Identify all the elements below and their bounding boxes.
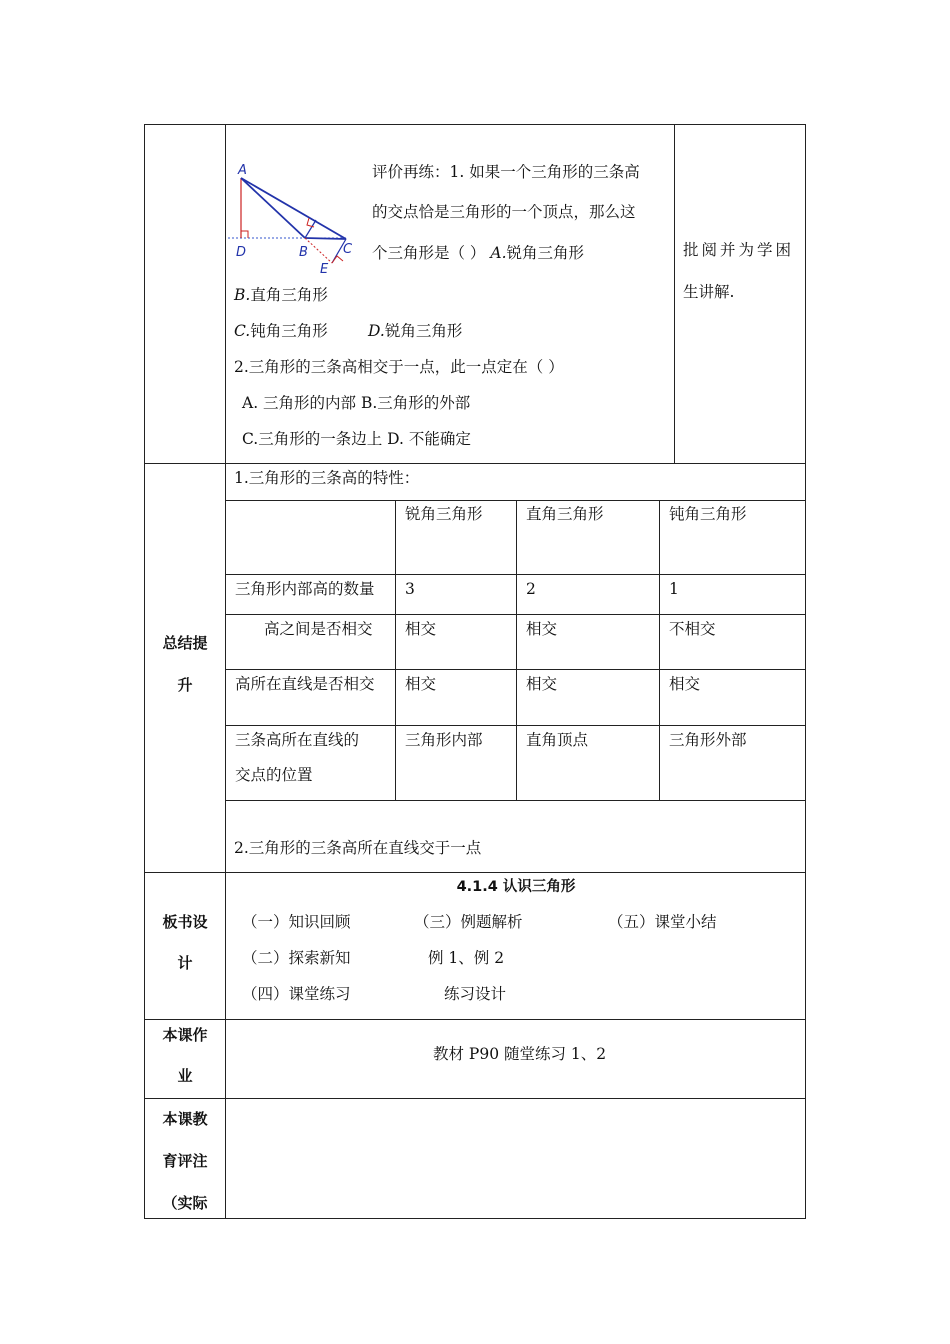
homework-label-line1: 本课作 xyxy=(162,1026,208,1044)
row-divider xyxy=(144,1098,806,1099)
board-label-line2: 计 xyxy=(177,954,193,972)
triangle-figure xyxy=(228,160,360,278)
table-row-2-label: 高之间是否相交 xyxy=(264,620,373,638)
board-item-explore: （二）探索新知 xyxy=(242,949,351,967)
table-row-2-obtuse: 不相交 xyxy=(669,620,716,638)
table-row-1-acute: 3 xyxy=(405,580,415,598)
option-d xyxy=(368,321,462,341)
summary-intro: 1.三角形的三条高的特性： xyxy=(234,469,420,487)
board-title: 4.1.4 认识三角形 xyxy=(456,879,576,895)
table-row-1-label: 三角形内部高的数量 xyxy=(235,580,375,598)
exercise-q1-blank: 个三角形是（ ） xyxy=(372,244,486,262)
summary-label-line1: 总结提 xyxy=(162,634,208,652)
option-b-letter: B. xyxy=(234,286,251,304)
side-BC xyxy=(305,238,346,239)
table-row-1-obtuse: 1 xyxy=(669,580,679,598)
exercise-q1-line1: 评价再练：1. 如果一个三角形的三条高 xyxy=(372,163,640,181)
exercise-q2-options-cd: C.三角形的一条边上 D. 不能确定 xyxy=(242,430,471,448)
point-label-C: C xyxy=(343,242,353,257)
table-row-3-obtuse: 相交 xyxy=(669,675,701,693)
right-angle-mark-D xyxy=(241,231,248,238)
table-row-4-label: 三条高所在直线的 xyxy=(235,731,360,749)
table-row-3-acute: 相交 xyxy=(405,675,437,693)
altitude-from-B xyxy=(305,220,316,238)
row-divider xyxy=(144,872,806,873)
option-c xyxy=(234,321,328,341)
row-divider xyxy=(144,1019,806,1020)
option-b xyxy=(234,285,328,305)
option-b-text: 直角三角形 xyxy=(250,286,328,304)
table-row-4-right: 直角顶点 xyxy=(526,731,589,749)
exercise-q1-line2: 的交点恰是三角形的一个顶点，那么这 xyxy=(372,203,636,221)
board-item-review: （一）知识回顾 xyxy=(242,913,351,931)
exercise-q2: 2.三角形的三条高相交于一点，此一点定在（ ） xyxy=(234,358,564,376)
option-d-letter: D. xyxy=(368,322,385,340)
header-acute: 锐角三角形 xyxy=(405,505,483,523)
board-item-examples: （三）例题解析 xyxy=(414,913,523,931)
teacher-note-line2: 生讲解. xyxy=(683,283,735,301)
table-row-2-acute: 相交 xyxy=(405,620,437,638)
row-divider xyxy=(144,463,806,464)
table-col-rule xyxy=(659,500,660,801)
table-row-4-acute: 三角形内部 xyxy=(405,731,483,749)
teacher-note-line1: 批阅并为学困 xyxy=(683,241,795,259)
option-a-letter: A. xyxy=(490,244,507,262)
extension-AE xyxy=(305,238,332,263)
homework-text: 教材 P90 随堂练习 1、2 xyxy=(433,1045,607,1063)
exercise-q1-line3 xyxy=(372,243,584,263)
side-AB xyxy=(241,178,305,238)
side-AC xyxy=(241,178,346,239)
table-col-rule xyxy=(395,500,396,801)
table-row-1-right: 2 xyxy=(526,580,536,598)
table-row-4-label-line2: 交点的位置 xyxy=(235,766,313,784)
board-item-practice: （四）课堂练习 xyxy=(242,985,351,1003)
board-item-example-list: 例 1、例 2 xyxy=(428,949,505,967)
point-label-B: B xyxy=(299,245,308,260)
note-column-divider xyxy=(674,124,675,463)
board-label-line1: 板书设 xyxy=(162,913,208,931)
table-col-rule xyxy=(516,500,517,801)
summary-label-line2: 升 xyxy=(177,676,193,694)
exercise-q2-options-ab: A. 三角形的内部 B.三角形的外部 xyxy=(242,394,471,412)
reflection-label-line1: 本课教 xyxy=(162,1110,208,1128)
board-item-summary: （五）课堂小结 xyxy=(608,913,717,931)
reflection-label-line3: （实际 xyxy=(162,1194,208,1212)
header-right: 直角三角形 xyxy=(526,505,604,523)
point-label-E: E xyxy=(320,262,329,277)
header-obtuse: 钝角三角形 xyxy=(669,505,747,523)
board-item-exercise-design: 练习设计 xyxy=(444,985,507,1003)
option-c-text: 钝角三角形 xyxy=(250,322,328,340)
table-row-3-right: 相交 xyxy=(526,675,558,693)
summary-point-2: 2.三角形的三条高所在直线交于一点 xyxy=(234,839,482,857)
table-row-2-right: 相交 xyxy=(526,620,558,638)
option-a-text: 锐角三角形 xyxy=(506,244,585,262)
height-properties-table xyxy=(226,500,806,801)
reflection-label-line2: 育评注 xyxy=(162,1152,208,1170)
option-c-letter: C. xyxy=(234,322,251,340)
point-label-A: A xyxy=(238,163,247,178)
option-d-text: 锐角三角形 xyxy=(384,322,463,340)
table-row-3-label: 高所在直线是否相交 xyxy=(235,675,375,693)
table-row-4-obtuse: 三角形外部 xyxy=(669,731,747,749)
homework-label-line2: 业 xyxy=(177,1067,193,1085)
point-label-D: D xyxy=(236,245,247,260)
